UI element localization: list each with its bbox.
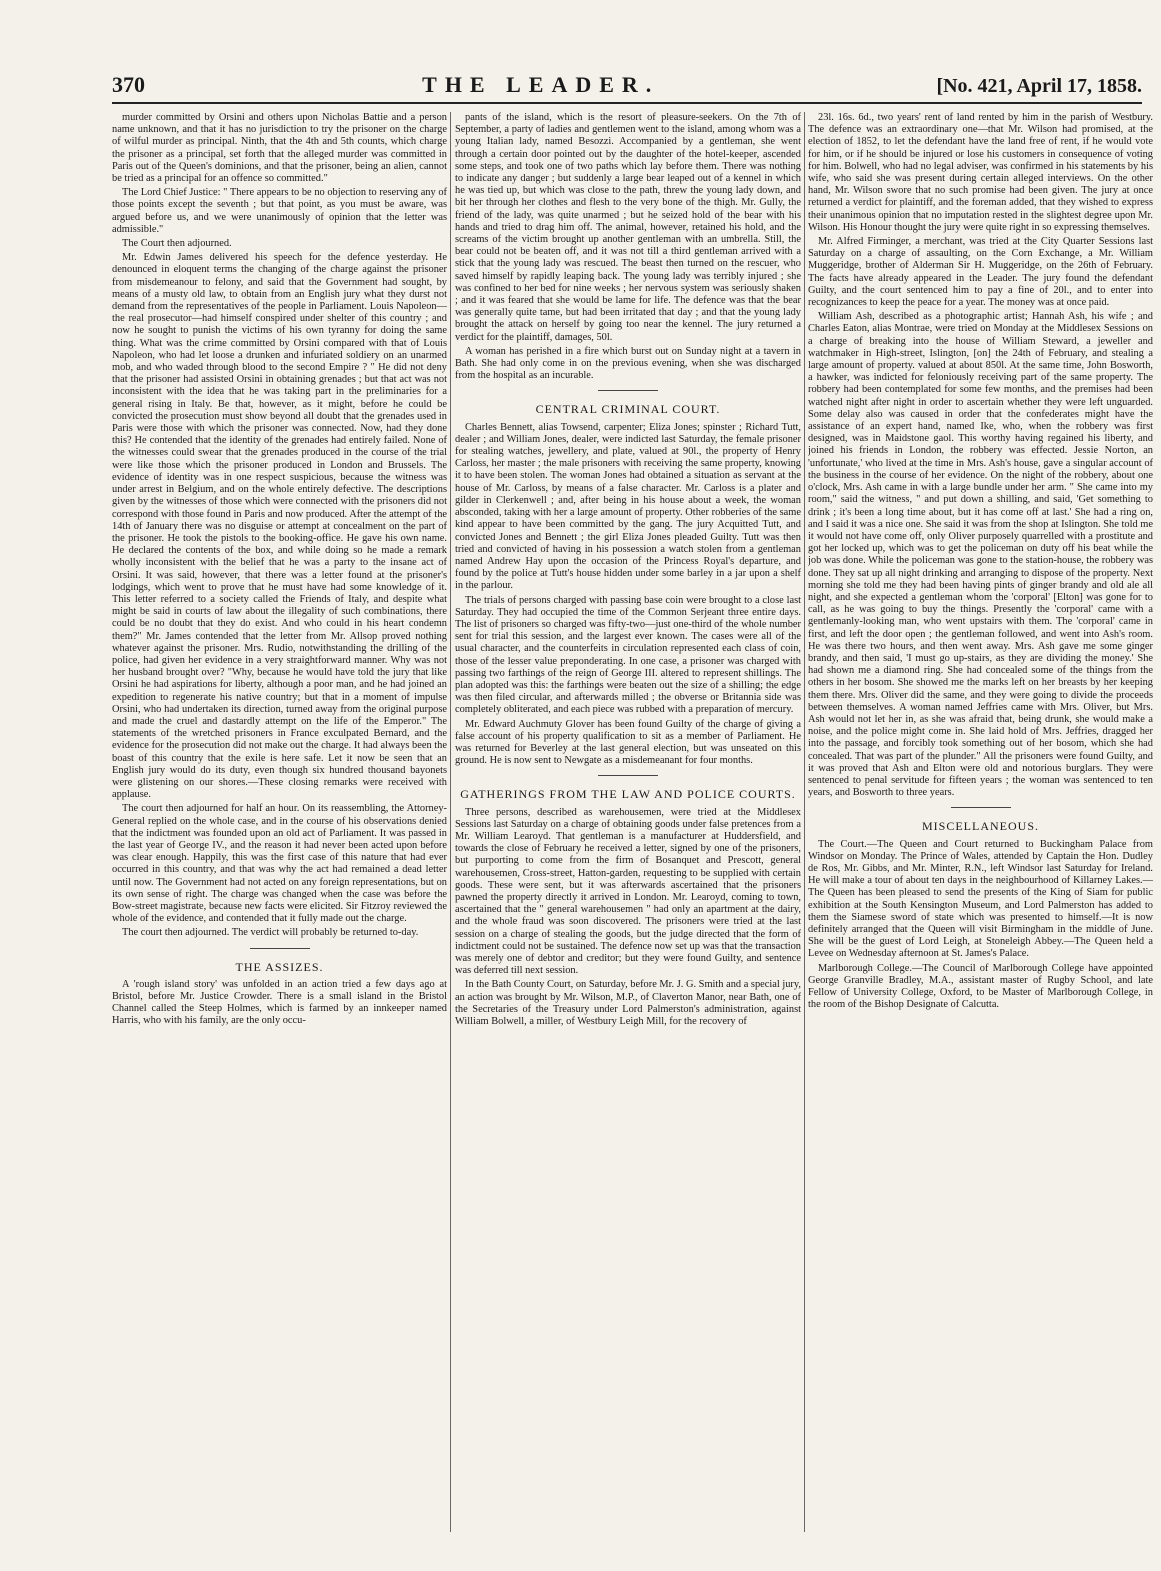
issue-date: [No. 421, April 17, 1858. [936, 75, 1142, 97]
article-paragraph: pants of the island, which is the resort of pleasure-seekers. On the 7th of September, a party of ladies and gentlemen went to the island, among whom was a young Italian lady, named Besozzi. Accompanied by a gentleman, she went through a certain door pointed out by the daughter of the hotel-keeper, ascended some steps, and took one of two paths which lay before them. There was nothing to indicate any danger ; but suddenly a large bear leaped out of a kennel in which he was tied up, but which was close to the path, threw the young lady down, and bit her through her clothes and flesh to the very bone of the thigh. Mr. Gully, the friend of the lady, was quite unarmed ; but he seized hold of the bear with his hands and tried to drag him off. The animal, however, retained his hold, and the screams of the victim brought up another gentleman with an umbrella. Still, the bear could not be beaten off, and it was not till a third gentleman arrived with a stick that the young lady was rescued. The beast then turned on the rescuer, who saved himself by rapidly leaping back. The young lady was terribly injured ; she was confined to her bed for nine weeks ; her nervous system was seriously shaken ; and it was feared that she would be lame for life. The defence was that the bear was generally quite tame, but had been irritated that day ; and that the young lady brought the attack on herself by going too near the kennel. The jury returned a verdict for the plaintiff, damages, 50l. [455, 112, 801, 343]
section-divider [951, 807, 1011, 808]
column-3 [808, 112, 1153, 1532]
article-paragraph: The Lord Chief Justice: " There appears to be no objection to reserving any of those points except the seventh ; but that point, as you must be aware, was argued before us, and we were unanimously of opinion that the letter was admissible." [112, 187, 447, 235]
article-paragraph: Three persons, described as warehousemen, were tried at the Middlesex Sessions last Saturday on a charge of obtaining goods under false pretences from a Mr. William Learoyd. That gentleman is a manufacturer at Huddersfield, and towards the close of February he received a letter, signed by one of the prisoners, but purporting to come from the firm of Bosanquet and Prescott, general warehousemen, Cross-street, Hatton-garden, requesting to be supplied with certain goods. These were sent, but it was afterwards ascertained that the prisoners pawned the property directly it arrived in London. Mr. Learoyd, coming to town, ascertained that the " general warehousemen " had only an apartment at the dairy, and the whole fraud was soon discovered. The prisoners were tried at the last session on a charge of stealing the goods, but the judge directed that the form of indictment could not be sustained. The defence now set up was that the transaction was merely one of debtor and creditor; but they were found Guilty, and sentence was deferred till next session. [455, 806, 801, 977]
article-paragraph: The court then adjourned for half an hour. On its reassembling, the Attorney-General replied on the whole case, and in the course of his observations denied that the indictment was founded upon an old act of Parliament. It was passed in the last year of George IV., and the reason it had never been acted upon before was clear enough. Happily, this was the first case of this nature that had ever occurred in this country, and that was why the act had remained a dead letter until now. The Government had not acted on any foreign representations, but on its own sense of right. The charge was changed when the case was before the Bow-street magistrate, because new facts were elicited. Sir Fitzroy reviewed the whole of the evidence, and contended that it fully made out the charge. [112, 803, 447, 925]
masthead-title: THE LEADER. [422, 72, 660, 97]
article-paragraph: The Court.—The Queen and Court returned to Buckingham Palace from Windsor on Monday. The Prince of Wales, attended by Captain the Hon. Dudley de Ros, Mr. Gibbs, and Mr. Minter, R.N., left Windsor last Saturday for Ireland. He will make a tour of about ten days in the neighbourhood of Killarney Lakes.—The Queen has been pleased to send the presents of the King of Siam for public exhibition at the South Kensington Museum, and Lord Palmerston has added to them the Siamese sword of state which was presented to himself.—It is now definitely arranged that the Queen will visit Birmingham in the middle of June. She will be the guest of Lord Leigh, at Stoneleigh Abbey.—The Queen held a Levee on Wednesday afternoon at St. James's Palace. [808, 838, 1153, 960]
page-number: 370 [112, 72, 145, 97]
article-paragraph: Mr. Edwin James delivered his speech for the defence yesterday. He denounced in eloquent terms the changing of the charge against the prisoner from misdemeanour to felony, and said that the Government had sought, by means of a musty old law, to obtain from an English jury what they durst not demand from the representatives of the people in Parliament. Louis Napoleon—the real prosecutor—had himself conspired under shelter of this country ; and now he sought to punish the victims of his own tyranny for doing the same thing. What was the crime committed by Orsini compared with that of Louis Napoleon, who had let loose a drunken and infuriated soldiery on an unarmed mob, and who waded through blood to the second Empire ? " He did not deny that the prisoner had assisted Orsini in obtaining grenades ; but that act was not inconsistent with the idea that he was taking part in the preliminaries for a general rising in Italy. Be that, however, as it might, before he could be convicted the prosecution must show beyond all doubt that the grenades used in Paris were those with which the prisoner was connected. Now, had they done this? He contended that the identity of the grenades had entirely failed. None of the witnesses could swear that the grenades produced in the course of the trial were like those which the prisoner produced in London and Brussels. The evidence of identity was in one respect suspicious, because the witness was under arrest in Belgium, and on the whole entirely defective. The descriptions given by the witnesses of those which were connected with the prisoners did not correspond with those found in Paris and now produced. After the attempt of the 14th of January there was no disguise or attempt at concealment on the part of the prisoner. He took the pistols to the booking-office. He gave his own name. He declared the contents of the box, and while doing so he made a remark wholly inconsistent with the belief that he was a party to the insane act of Orsini. It was said, however, that there was a letter found at the prisoner's lodgings, which went to prove that he must have had some knowledge of it. This letter referred to a society called the Friends of Italy, and despite what might be said in courts of law about the illegality of such combinations, there could be no doubt that they do exist. And who could in his heart condemn them?" Mr. James contended that the letter from Mr. Allsop proved nothing whatever against the prisoner. Mrs. Rudio, notwithstanding the drilling of the police, had given her evidence in a very straightforward manner. Why was not her husband brought over? "Why, because he would have told the jury that like Orsini he had aspirations for liberty, although a poor man, and he had joined an expedition to regenerate his native country; but that in a moment of impulse Orsini, who had undertaken its direction, turned away from the original purpose and made the cruel and dastardly attempt on the life of the Emperor." The statements of the wretched prisoners in France exculpated Bernard, and the evidence for the prosecution did not make out the charge. It had always been the boast of this country that the exile is here safe. Let it now be seen that an English jury would do its duty, even though six hundred thousand bayonets were glistening on our shores.—These closing remarks were received with applause. [112, 252, 447, 801]
article-paragraph: murder committed by Orsini and others upon Nicholas Battie and a person name unknown, and that it has no jurisdiction to try the prisoner on the charge of wilful murder as principal. Ninth, that the 4th and 5th counts, which charge the prisoner as a principal, set forth that the alleged murder was committed in Paris out of the Queen's dominions, and that the prisoner, being an alien, cannot be tried as a principal for an offence so committed." [112, 112, 447, 185]
column-2 [455, 112, 801, 1532]
section-divider [598, 390, 658, 391]
article-paragraph: A woman has perished in a fire which burst out on Sunday night at a tavern in Bath. She had only come in on the previous evening, when she was discharged from the hospital as an incurable. [455, 345, 801, 382]
article-paragraph: William Ash, described as a photographic artist; Hannah Ash, his wife ; and Charles Eaton, alias Montrae, were tried on Monday at the Middlesex Sessions on a charge of breaking into the house of William Steward, a jeweller and watchmaker in High-street, Islington, [on] the 24th of February, and stealing a large amount of property. valued at about 850l. At the same time, John Bosworth, a hawker, was indicted for feloniously receiving part of the same property. The robbery had been contemplated for some few months, and the premises had been watched night after night in order to ascertain whether they were left unguarded. Some delay also was caused in order that the confederates might have the assistance of an expert hand, named Ike, who, when the robbery was first designed, was in Maidstone gaol. This worthy having regained his liberty, and joined his friends in London, the robbery was effected. Jessie Norton, an 'unfortunate,' who lived at the time in Mrs. Ash's house, gave a singular account of the business in the course of her evidence. On the night of the robbery, about one o'clock, Mrs. Ash came in with a large bundle under her arm. " She came into my room," said the witness, " and put down a shilling, and said, 'Get something to drink ; it's been a long time about, but it has come off at last.' She had a ring on, and I said it was a nice one. She said it was from the shop at Islington. She told me it would not have come off, only Oliver purposely quarrelled with a prostitute and got her locked up, which was to get the policeman on duty off his beat while the job was done. While the policeman was gone to the station-house, the robbery was done. They sat up all night drinking and arranging to dispose of the property. Next morning she told me they had been having pints of ginger brandy and old ale all night, and she expected a gentleman whom the 'corporal' [Elton] was gone for to call, as he was going to buy the things. Presently the 'corporal' came with a gentlemanly-looking man, who went upstairs with them. The 'corporal' came in first, and left the door open ; the gentleman followed, and went into Ash's room. He was there two hours, and then went away. Mrs. Ash gave me some ginger brandy, and then said, 'I must go up-stairs, as they are dividing the money.' She had shown me a diamond ring. She had concealed some of the things from the others in her bosom. She showed me the marks left on her breasts by her keeping them there. Mrs. Oliver did the same, and they were going to divide the proceeds between themselves. A woman named Jeffries came with Mrs. Oliver, but Mrs. Ash would not let her in, as she was afraid that, being drunk, she would make a noise, and the police might come in. She laid hold of Mrs. Jeffries, dragged her into the passage, and forcibly took something out of her bosom, which she had concealed. That was part of the plunder." All the prisoners were found Guilty, and it was proved that Ash and Elton were old and notorious burglars. They were sentenced to penal servitude for fifteen years ; the woman was sentenced to ten years, and Bosworth to three years. [808, 311, 1153, 799]
article-paragraph: A 'rough island story' was unfolded in an action tried a few days ago at Bristol, before Mr. Justice Crowder. There is a small island in the Bristol Channel called the Steep Holmes, which is farmed by an innkeeper named Harris, who with his family, are the only occu- [112, 978, 447, 1027]
article-paragraph: 23l. 16s. 6d., two years' rent of land rented by him in the parish of Westbury. The defence was an extraordinary one—that Mr. Wilson had promised, at the election of 1852, to let the defendant have the land free of rent, if he would vote for him, or if he should be injured or lose his customers in consequence of voting for him. Bolwell, who had no legal adviser, was confirmed in his statements by his wife, who said she was present during certain alleged interviews. On the other hand, Mr. Wilson swore that no such promise had been given. The jury at once returned a verdict for plaintiff, and the foreman added, that they wished to express their unanimous opinion that no imputation rested in the slightest degree upon Mr. Wilson. His Honour thought the jury were quite right in so expressing themselves. [808, 112, 1153, 233]
article-paragraph: The Court then adjourned. [122, 238, 232, 250]
page-header [112, 72, 1142, 104]
column-1 [112, 112, 447, 1532]
article-paragraph: In the Bath County Court, on Saturday, before Mr. J. G. Smith and a special jury, an action was brought by Mr. Wilson, M.P., of Claverton Manor, near Bath, one of the Secretaries of the Treasury under Lord Palmerston's administration, against William Bolwell, a miller, of Westbury Leigh Mill, for the recovery of [455, 979, 801, 1028]
article-paragraph: Marlborough College.—The Council of Marlborough College have appointed George Granville Bradley, M.A., assistant master of Rugby School, and late Fellow of University College, Oxford, to be Master of Marlborough College, in the room of the Bishop Designate of Calcutta. [808, 962, 1153, 1011]
section-divider [250, 948, 310, 949]
section-heading-miscellaneous: MISCELLANEOUS. [921, 819, 1039, 834]
article-paragraph: The trials of persons charged with passing base coin were brought to a close last Saturday. They had occupied the time of the Common Serjeant three entire days. The list of prisoners so charged was fifty-two—just one-third of the whole number sent for trial this session, and the largest ever known. The cases were all of the usual character, and the counterfeits in circulation represented each class of coin, those of the lesser value preponderating. In one case, a prisoner was charged with passing two farthings of the reign of George III. altered to represent shillings. The plan adopted was this: the farthings were beaten out the size of a shilling; the edge was then filed circular, and afterwards milled ; the obverse or Britannia side was completely obliterated, and each piece was rubbed with a preparation of mercury. [455, 594, 801, 716]
article-paragraph: Charles Bennett, alias Towsend, carpenter; Eliza Jones; spinster ; Richard Tutt, dealer ; and William Jones, dealer, were indicted last Saturday, the female prisoner for stealing watches, jewellery, and plate, valued at 90l., the property of Henry Carloss, her master ; the male prisoners with receiving the same property, knowing it to have been stolen. The woman Jones had obtained a situation as servant at the house of Mr. Carloss, by means of a false character. Mr. Carloss is a plater and gilder in Clerkenwell ; and, after being in his house about a week, the woman absconded, taking with her a large amount of property. Other robberies of the same kind appear to have been committed by the gang. The jury Acquitted Tutt, and convicted Jones and Bennett ; the girl Eliza Jones pleaded Guilty. Tutt was then tried and convicted of having in his possession a watch stolen from a gentleman named Andrew Hay upon the occasion of the Princess Royal's departure, and found by the police at Tutt's house hidden under some barley in a jar upon a shelf in the parlour. [455, 421, 801, 592]
column-rule [804, 112, 805, 1532]
section-divider [598, 775, 658, 776]
section-heading-assizes: THE ASSIZES. [235, 959, 324, 974]
article-paragraph: The court then adjourned. The verdict will probably be returned to-day. [122, 927, 419, 939]
article-paragraph: Mr. Edward Auchmuty Glover has been found Guilty of the charge of giving a false account of his property qualification to sit as a member of Parliament. He was returned for Beverley at the last general election, but was unseated on this ground. He is now sent to Newgate as a misdemeanant for four months. [455, 718, 801, 767]
section-heading-central-criminal-court: CENTRAL CRIMINAL COURT. [535, 402, 721, 417]
column-rule [450, 112, 451, 1532]
section-heading-gatherings: GATHERINGS FROM THE LAW AND POLICE COURTS. [460, 787, 796, 802]
article-paragraph: Mr. Alfred Firminger, a merchant, was tried at the City Quarter Sessions last Saturday on a charge of assaulting, on the Corn Exchange, a Mr. William Muggeridge, brother of Alderman Sir H. Muggeridge, on the 26th of February. The facts have already appeared in the Leader. The jury found the defendant Guilty, and the court sentenced him to pay a fine of 20l., and to enter into recognizances to keep the peace for a year. The money was at once paid. [808, 236, 1153, 309]
